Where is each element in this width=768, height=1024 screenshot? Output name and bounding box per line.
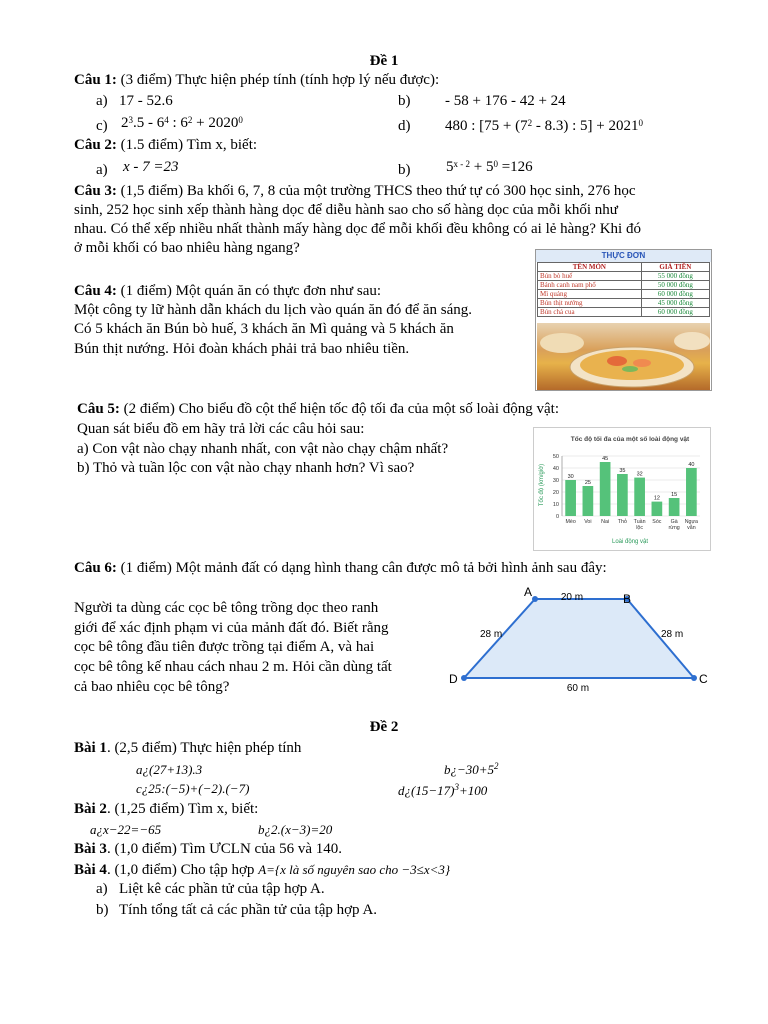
b3-heading: Bài 3. (1,0 điểm) Tìm ƯCLN của 56 và 140. — [74, 841, 343, 857]
chart-y-tick-label: 40 — [552, 466, 559, 472]
b4-a-key: a) — [96, 881, 108, 897]
q3-line-2: sinh, 252 học sinh xếp thành hàng dọc để diễu hành sao cho số hàng dọc của mỗi khối như — [74, 202, 618, 218]
speed-bar-chart — [534, 428, 710, 550]
chart-data-label: 40 — [688, 462, 695, 468]
table-row: Bún chả cua 60 000 đồng — [538, 308, 710, 317]
label-b: B — [623, 592, 632, 606]
b4-heading: Bài 4. (1,0 điểm) Cho tập hợp A={x là số nguyên sao cho −3≤x<3} — [74, 862, 451, 878]
b4-b-text: Tính tổng tất cả các phần tử của tập hợp A. — [119, 902, 378, 918]
point-c — [691, 675, 697, 681]
q1-d-key: d) — [398, 118, 411, 134]
q6-line-5: cọc bê tông kế nhau cách nhau 2 m. Hỏi cần dùng tất — [74, 659, 392, 675]
de2-title: Đề 2 — [369, 719, 399, 735]
table-row: Bún bò huế 55 000 đồng — [538, 272, 710, 281]
b4-b-key: b) — [96, 902, 109, 918]
label-c: C — [699, 672, 708, 686]
q5-line-3: a) Con vật nào chạy nhanh nhất, con vật nào chạy chậm nhất? — [77, 441, 449, 457]
menu-image — [535, 249, 712, 391]
q2-a-expr: x - 7 =23 — [123, 159, 179, 175]
chart-category-label: lộc — [636, 525, 644, 531]
q1-c-expr: $2^3.5 - 6^4$ : $6^2 + 2020^0$ — [121, 115, 243, 131]
q6-line-6: cả bao nhiêu cọc bê tông? — [74, 679, 230, 695]
chart-data-label: 15 — [671, 492, 678, 498]
q2-b-expr: $5^{x - 2} + 5^0 =126$ — [446, 159, 533, 175]
chart-data-label: 12 — [653, 495, 660, 502]
b1-c-expr: c¿25:(−5)+(−2).(−7) — [136, 781, 250, 796]
chart-bar — [686, 468, 697, 516]
point-a — [532, 596, 538, 602]
table-row: Bánh canh nam phổ 50 000 đồng — [538, 281, 710, 290]
b4-a-text: Liệt kê các phần tử của tập hợp A. — [119, 881, 325, 897]
q5-heading: Câu 5: (2 điểm) Cho biểu đồ cột thể hiện tốc độ tối đa của một số loài động vật: — [77, 401, 560, 417]
q1-a-expr: 17 - 52.6 — [119, 93, 173, 109]
chart-category-label: Gà — [670, 519, 678, 525]
q4-line-2: Một công ty lữ hành dẫn khách du lịch vào quán ăn đó để ăn sáng. — [74, 302, 473, 318]
chart-title: Tốc độ tối đa của một số loài động vật — [570, 436, 690, 443]
speed-chart-frame — [533, 427, 711, 551]
q4-heading: Câu 4: (1 điểm) Một quán ăn có thực đơn như sau: — [74, 283, 382, 299]
b1-d-expr: $d¿(15-17)^3+100$ — [398, 782, 488, 798]
menu-title: THỰC ĐƠN — [536, 250, 711, 262]
label-top-length: 20 m — [560, 592, 584, 603]
menu-table — [537, 262, 710, 317]
label-d: D — [449, 672, 458, 686]
chart-data-label: 45 — [602, 456, 609, 462]
q1-c-key: c) — [96, 118, 108, 134]
chart-y-tick-label: 20 — [552, 490, 559, 496]
q2-a-key: a) — [96, 162, 108, 178]
chart-category-label: Mèo — [565, 519, 576, 525]
chart-bar — [634, 478, 645, 516]
table-row: Mì quảng 60 000 đồng — [538, 290, 710, 299]
b2-a-expr: a¿x−22=−65 — [90, 822, 162, 837]
b1-heading: Bài 1. (2,5 điểm) Thực hiện phép tính — [74, 740, 302, 756]
menu-col-name: TÊN MÓN — [538, 263, 642, 272]
q1-b-key: b) — [398, 93, 411, 109]
q3-line-1: Câu 3: (1,5 điểm) Ba khối 6, 7, 8 của một trường THCS theo thứ tự có 300 học sinh, 276 học — [74, 183, 636, 199]
chart-category-label: Sóc — [652, 519, 662, 525]
food-photo — [537, 323, 710, 390]
label-left-length: 28 m — [480, 629, 503, 640]
trapezoid-figure — [440, 585, 720, 700]
q6-heading: Câu 6: (1 điểm) Một mảnh đất có dạng hình thang cân được mô tả bởi hình ảnh sau đây: — [74, 560, 607, 576]
chart-category-label: rừng — [668, 525, 680, 531]
q2-b-key: b) — [398, 162, 411, 178]
q4-line-4: Bún thịt nướng. Hỏi đoàn khách phải trả bao nhiêu tiền. — [74, 341, 410, 357]
label-a: A — [524, 585, 533, 599]
de1-title: Đề 1 — [369, 53, 399, 69]
q6-line-2: Người ta dùng các cọc bê tông trồng dọc theo ranh — [74, 600, 379, 616]
chart-bar — [669, 498, 680, 516]
chart-y-label: Tốc độ (km/giờ) — [539, 463, 545, 507]
q1-b-expr: - 58 + 176 - 42 + 24 — [445, 93, 566, 109]
chart-category-label: Ngựa — [684, 519, 699, 525]
chart-y-tick-label: 10 — [552, 502, 559, 508]
chart-category-label: Tuần — [633, 519, 646, 525]
set-a-definition: A={x là số nguyên sao cho −3≤x<3} — [258, 862, 451, 877]
chart-bar — [617, 474, 628, 516]
q1-d-expr: 480 : [$75 + (7^2 - 8.3)$ : $5] + 2021^0$ — [445, 118, 643, 134]
q4-line-3: Có 5 khách ăn Bún bò huế, 3 khách ăn Mì quảng và 5 khách ăn — [74, 321, 454, 337]
chart-bar — [583, 486, 594, 516]
point-d — [461, 675, 467, 681]
b1-b-expr: $b¿-30+5^2$ — [444, 761, 499, 777]
q3-line-4: ở mỗi khối có bao nhiêu hàng ngang? — [74, 240, 300, 256]
chart-data-label: 35 — [619, 468, 626, 474]
q2-heading: Câu 2: (1.5 điểm) Tìm x, biết: — [74, 137, 258, 153]
chart-x-label: Loài động vật — [611, 539, 649, 545]
b2-heading: Bài 2. (1,25 điểm) Tìm x, biết: — [74, 801, 259, 817]
chart-data-label: 25 — [584, 480, 591, 486]
q1-heading: Câu 1: (3 điểm) Thực hiện phép tính (tính hợp lý nếu được): — [74, 72, 440, 88]
q6-line-4: cọc bê tông đầu tiên được trồng tại điểm A, và hai — [74, 639, 375, 655]
menu-col-price: GIÁ TIỀN — [641, 263, 709, 272]
q3-line-3: nhau. Có thể xếp nhiều nhất thành mấy hàng dọc để mỗi khối đều không có ai lẻ hàng? Khi đó — [74, 221, 641, 237]
b2-b-expr: b¿2.(x−3)=20 — [258, 822, 333, 837]
q6-line-3: giới để xác định phạm vi của mảnh đất đó. Biết rằng — [74, 620, 389, 636]
chart-bar — [565, 480, 576, 516]
q5-line-4: b) Thỏ và tuần lộc con vật nào chạy nhanh hơn? Vì sao? — [77, 460, 415, 476]
chart-bar — [600, 462, 611, 516]
label-right-length: 28 m — [661, 629, 684, 640]
chart-bar — [652, 502, 663, 516]
chart-y-tick-label: 0 — [555, 514, 559, 520]
chart-category-label: Thỏ — [617, 519, 627, 525]
chart-category-label: Voi — [584, 519, 592, 525]
b1-a-expr: a¿(27+13).3 — [136, 762, 203, 777]
label-bottom-length: 60 m — [566, 683, 590, 694]
q1-a-key: a) — [96, 93, 108, 109]
food-bowl-illustration — [537, 323, 710, 390]
chart-category-label: Nai — [601, 519, 610, 525]
chart-y-tick-label: 50 — [552, 454, 559, 460]
q5-line-2: Quan sát biểu đồ em hãy trả lời các câu hỏi sau: — [77, 421, 365, 437]
chart-data-label: 30 — [567, 474, 574, 480]
chart-y-tick-label: 30 — [552, 478, 559, 484]
chart-data-label: 32 — [636, 471, 643, 478]
chart-category-label: vằn — [687, 525, 696, 531]
table-row: Bún thịt nướng 45 000 đồng — [538, 299, 710, 308]
